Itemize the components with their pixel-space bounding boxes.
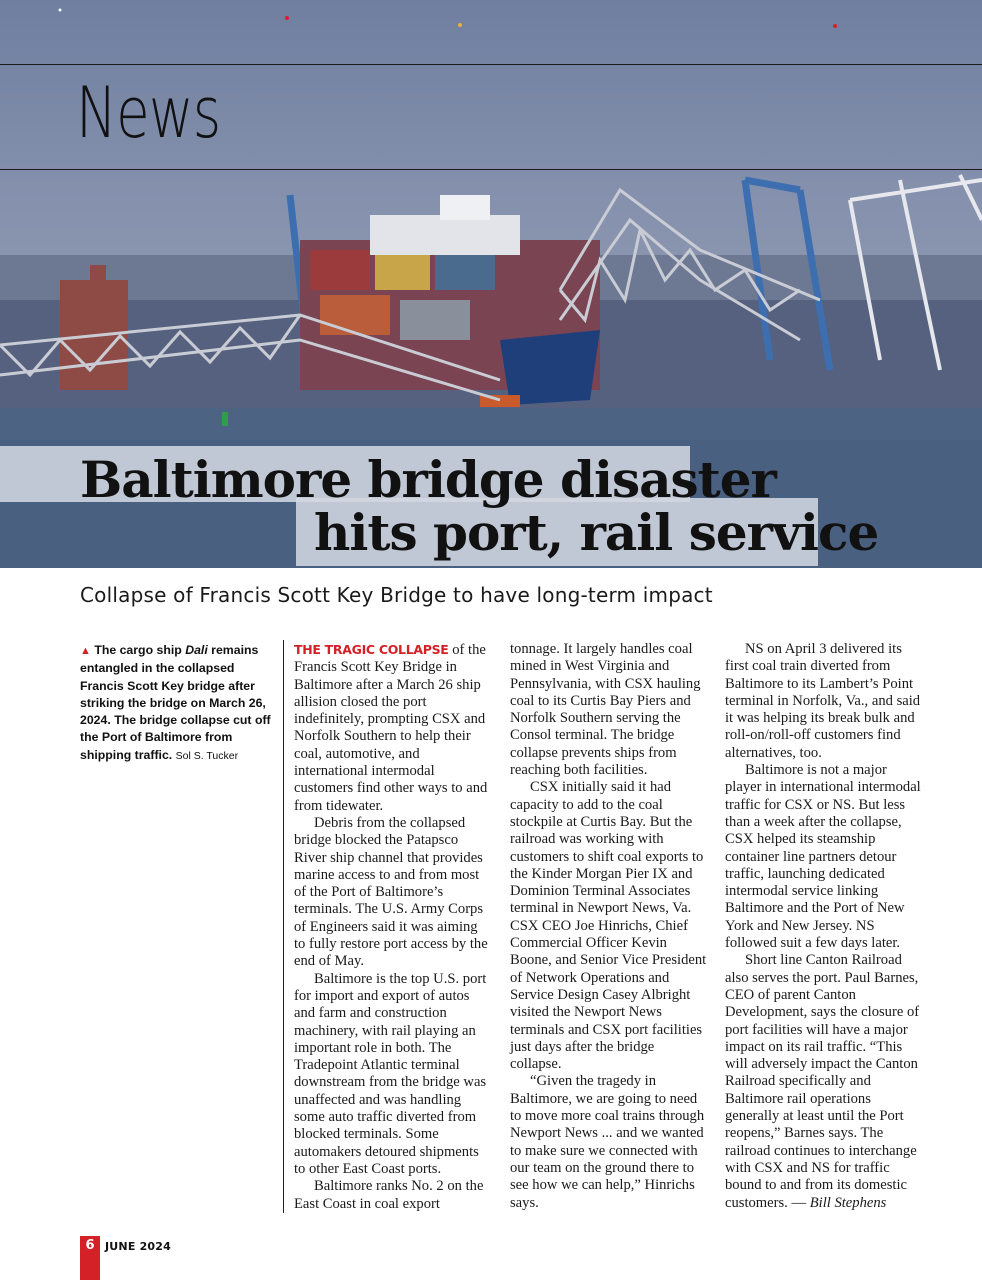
column-divider [283,640,284,1213]
photo-credit: Sol S. Tucker [175,749,239,762]
article-column-3 [725,641,923,1212]
cargo-ship [300,195,600,407]
paragraph-6: “Given the tragedy in Baltimore, we are going to need to move more coal trains through Newport News ... and we wanted to make sure we connected with our team on the ground there to see how we can help,” Hinrichs says. [510,1073,705,1211]
deck: Collapse of Francis Scott Key Bridge to have long-term impact [80,583,713,607]
paragraph-9-text: Short line Canton Railroad also serves the port. Paul Barnes, CEO of parent Canton Development, says the closure of port facilities will have a major impact on its rail traffic. “This will adversely impact the Canton Railroad specifically and Baltimore rail operations generally at least until the Port reopens,” Barnes says. The railroad continues to interchange with CSX and NS for traffic bound to and from its domestic customers. — [725,952,920,1211]
hero-photo [0,0,982,568]
header-rule-bottom [0,169,982,170]
paragraph-7: NS on April 3 delivered its first coal train diverted from Baltimore to its Lambert’s Point terminal in Norfolk, Va., and said it was helping its break bulk and roll-on/roll-off customers find alternatives, too. [725,641,921,761]
caption-text-before: The cargo ship [94,643,186,657]
section-label: News [76,72,221,154]
paragraph-3: Baltimore is the top U.S. port for import and export of autos and farm and construction machinery, with rail playing an important role in both. The Tradepoint Atlantic terminal downstream from the bridge was unaffected and was handling some auto traffic diverted from blocked terminals. Some automakers detoured shipments to other East Coast ports. [294,970,487,1177]
headline-line-2: hits port, rail service [314,503,879,562]
byline-signature: Bill Stephens [809,1194,887,1211]
paragraph-5: CSX initially said it had capacity to add to the coal stockpile at Curtis Bay. But the railroad was working with customers to shift coal exports to the Kinder Morgan Pier IX and Dominion Terminal Associates terminal in Newport News, Va. CSX CEO Joe Hinrichs, Chief Commercial Officer Kevin Boone, and Senior Vice President of Network Operations and Service Design Casey Albright visited the Newport News terminals and CSX port facilities just days after the bridge collapse. [510,779,707,1073]
paragraph-4-continued: tonnage. It largely handles coal mined in West Virginia and Pennsylvania, with CSX hauling coal to its Curtis Bay Piers and Norfolk Southern serving the Consol terminal. The bridge collapse prevents ships from reaching both facilities. [510,641,701,779]
paragraph-8: Baltimore is not a major player in international intermodal traffic for CSX or NS. But less than a week after the collapse, CSX helped its steamship container line partners detour traffic, launching dedicated intermodal service linking Baltimore and the Port of New York and New Jersey. NS followed suit a few days later. [725,762,921,952]
article-column-2 [510,641,708,1212]
paragraph-9 [725,952,923,1211]
caption-text-after: remains entangled in the collapsed Francis Scott Key bridge after striking the bridge on March 26, 2024. The bridge collapse cut off the Port of Baltimore from shipping traffic. [80,643,271,762]
page-number: 6 [85,1238,95,1253]
header-rule-top [0,64,982,65]
paragraph-1-text: of the Francis Scott Key Bridge in Baltimore after a March 26 ship allision closed the port indefinitely, prompting CSX and Norfolk Southern to help their coal, automotive, and international intermodal customers find other ways to and from tidewater. [294,642,488,814]
paragraph-1 [294,641,492,815]
caption-triangle-icon: ▲ [80,645,91,657]
photo-caption [80,642,276,765]
lead-in: THE TRAGIC COLLAPSE [294,642,449,657]
issue-date: JUNE 2024 [105,1240,171,1253]
article-column-1 [294,641,492,1213]
caption-ship-name: Dali [185,643,208,657]
paragraph-2: Debris from the collapsed bridge blocked the Patapsco River ship channel that provides marine access to and from most of the Port of Baltimore’s terminals. The U.S. Army Corps of Engineers said it was aiming to fully restore port access by the end of May. [294,814,488,970]
paragraph-4: Baltimore ranks No. 2 on the East Coast in coal export [294,1178,484,1212]
headline-line-1: Baltimore bridge disaster [80,450,776,509]
buoy [222,412,228,426]
